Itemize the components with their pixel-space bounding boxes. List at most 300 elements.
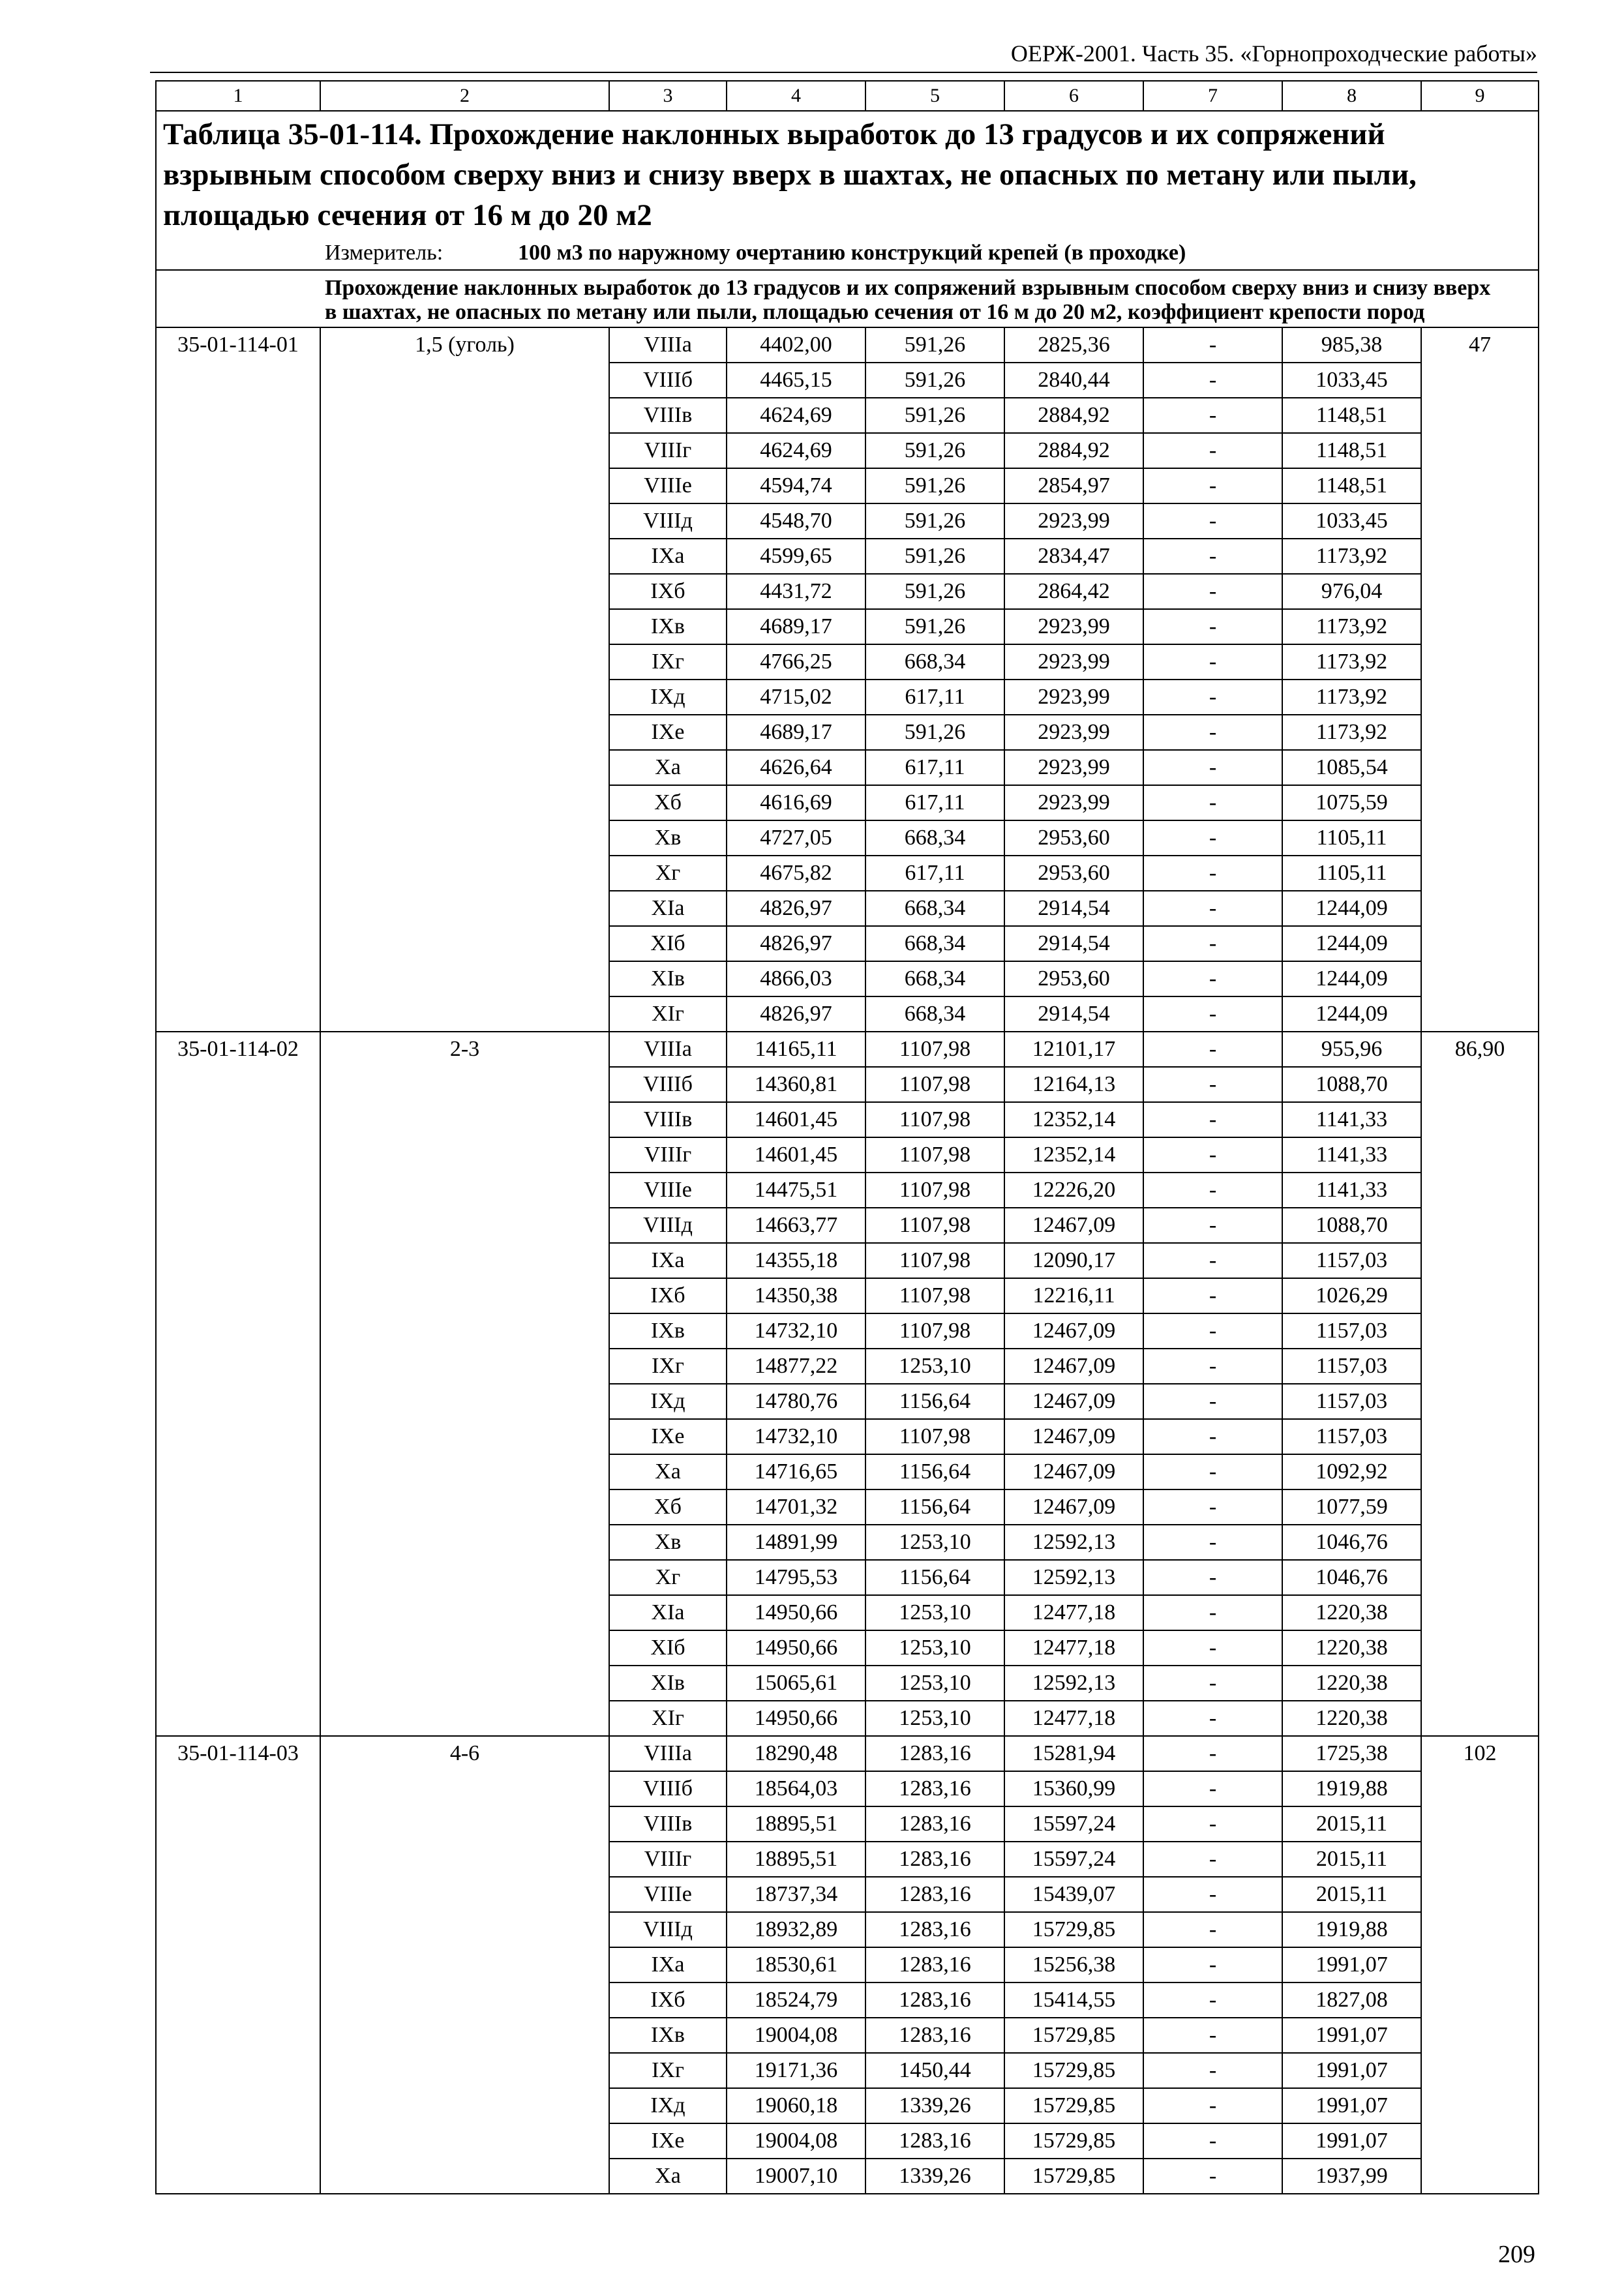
machine-operation: 15729,85 bbox=[1004, 1912, 1143, 1947]
direct-costs: 18895,51 bbox=[727, 1842, 865, 1877]
direct-costs: 19004,08 bbox=[727, 2018, 865, 2053]
labor-wages: 617,11 bbox=[865, 856, 1004, 891]
labor-wages: 1107,98 bbox=[865, 1032, 1004, 1067]
materials-cost: 1244,09 bbox=[1282, 926, 1421, 961]
rock-category: VIIIд bbox=[609, 1912, 727, 1947]
machinist-wages: - bbox=[1143, 750, 1282, 785]
rock-category: VIIIг bbox=[609, 1137, 727, 1173]
rock-category: VIIIб bbox=[609, 1067, 727, 1102]
machine-operation: 2953,60 bbox=[1004, 820, 1143, 856]
direct-costs: 4465,15 bbox=[727, 363, 865, 398]
materials-cost: 1088,70 bbox=[1282, 1067, 1421, 1102]
machinist-wages: - bbox=[1143, 1806, 1282, 1842]
direct-costs: 14165,11 bbox=[727, 1032, 865, 1067]
direct-costs: 4402,00 bbox=[727, 327, 865, 363]
labor-wages: 1107,98 bbox=[865, 1102, 1004, 1137]
materials-cost: 1088,70 bbox=[1282, 1208, 1421, 1243]
machine-operation: 15439,07 bbox=[1004, 1877, 1143, 1912]
page-number: 209 bbox=[1498, 2241, 1535, 2268]
labor-wages: 668,34 bbox=[865, 891, 1004, 926]
materials-cost: 1046,76 bbox=[1282, 1525, 1421, 1560]
direct-costs: 14780,76 bbox=[727, 1384, 865, 1419]
materials-cost: 1033,45 bbox=[1282, 363, 1421, 398]
column-number: 3 bbox=[609, 81, 727, 111]
machinist-wages: - bbox=[1143, 644, 1282, 680]
direct-costs: 19007,10 bbox=[727, 2159, 865, 2194]
machinist-wages: - bbox=[1143, 1489, 1282, 1525]
column-number: 4 bbox=[727, 81, 865, 111]
machinist-wages: - bbox=[1143, 1666, 1282, 1701]
machinist-wages: - bbox=[1143, 327, 1282, 363]
materials-cost: 1173,92 bbox=[1282, 539, 1421, 574]
rock-category: XIв bbox=[609, 1666, 727, 1701]
direct-costs: 18564,03 bbox=[727, 1771, 865, 1806]
materials-cost: 1919,88 bbox=[1282, 1912, 1421, 1947]
direct-costs: 18530,61 bbox=[727, 1947, 865, 1982]
machine-operation: 2923,99 bbox=[1004, 644, 1143, 680]
machine-operation: 12467,09 bbox=[1004, 1384, 1143, 1419]
labor-wages: 1253,10 bbox=[865, 1630, 1004, 1666]
machinist-wages: - bbox=[1143, 1173, 1282, 1208]
machine-operation: 15597,24 bbox=[1004, 1806, 1143, 1842]
table-title-row bbox=[156, 111, 1539, 270]
direct-costs: 14732,10 bbox=[727, 1419, 865, 1454]
materials-cost: 1085,54 bbox=[1282, 750, 1421, 785]
materials-cost: 2015,11 bbox=[1282, 1806, 1421, 1842]
machine-operation: 2953,60 bbox=[1004, 856, 1143, 891]
machine-operation: 2923,99 bbox=[1004, 750, 1143, 785]
direct-costs: 14701,32 bbox=[727, 1489, 865, 1525]
machine-operation: 12352,14 bbox=[1004, 1137, 1143, 1173]
machinist-wages: - bbox=[1143, 1384, 1282, 1419]
machinist-wages: - bbox=[1143, 961, 1282, 996]
rock-category: IXб bbox=[609, 1982, 727, 2018]
labor-wages: 1283,16 bbox=[865, 1736, 1004, 1771]
machine-operation: 15256,38 bbox=[1004, 1947, 1143, 1982]
direct-costs: 4689,17 bbox=[727, 715, 865, 750]
machinist-wages: - bbox=[1143, 2053, 1282, 2088]
direct-costs: 4616,69 bbox=[727, 785, 865, 820]
machinist-wages: - bbox=[1143, 1560, 1282, 1595]
direct-costs: 19060,18 bbox=[727, 2088, 865, 2123]
labor-wages: 591,26 bbox=[865, 715, 1004, 750]
machinist-wages: - bbox=[1143, 1736, 1282, 1771]
direct-costs: 14891,99 bbox=[727, 1525, 865, 1560]
machine-operation: 2825,36 bbox=[1004, 327, 1143, 363]
column-number: 6 bbox=[1004, 81, 1143, 111]
rock-hardness: 4-6 bbox=[320, 1736, 609, 2194]
rock-category: VIIIе bbox=[609, 1877, 727, 1912]
materials-cost: 1075,59 bbox=[1282, 785, 1421, 820]
direct-costs: 14360,81 bbox=[727, 1067, 865, 1102]
rock-category: VIIIг bbox=[609, 433, 727, 468]
labor-wages: 1107,98 bbox=[865, 1278, 1004, 1313]
machinist-wages: - bbox=[1143, 680, 1282, 715]
labor-wages: 617,11 bbox=[865, 750, 1004, 785]
materials-cost: 1173,92 bbox=[1282, 609, 1421, 644]
machine-operation: 12090,17 bbox=[1004, 1243, 1143, 1278]
rock-category: IXг bbox=[609, 644, 727, 680]
machine-operation: 12467,09 bbox=[1004, 1349, 1143, 1384]
machine-operation: 12477,18 bbox=[1004, 1630, 1143, 1666]
materials-cost: 1173,92 bbox=[1282, 715, 1421, 750]
column-number: 7 bbox=[1143, 81, 1282, 111]
direct-costs: 14475,51 bbox=[727, 1173, 865, 1208]
direct-costs: 14716,65 bbox=[727, 1454, 865, 1489]
rock-category: XIа bbox=[609, 891, 727, 926]
direct-costs: 14732,10 bbox=[727, 1313, 865, 1349]
machinist-wages: - bbox=[1143, 398, 1282, 433]
direct-costs: 14795,53 bbox=[727, 1560, 865, 1595]
rock-category: Xв bbox=[609, 820, 727, 856]
materials-cost: 1148,51 bbox=[1282, 433, 1421, 468]
rock-category: IXг bbox=[609, 2053, 727, 2088]
materials-cost: 1141,33 bbox=[1282, 1102, 1421, 1137]
materials-cost: 1991,07 bbox=[1282, 2088, 1421, 2123]
labor-wages: 668,34 bbox=[865, 926, 1004, 961]
machinist-wages: - bbox=[1143, 1877, 1282, 1912]
rock-hardness: 1,5 (уголь) bbox=[320, 327, 609, 1032]
rock-category: IXа bbox=[609, 539, 727, 574]
materials-cost: 1220,38 bbox=[1282, 1595, 1421, 1630]
materials-cost: 1157,03 bbox=[1282, 1313, 1421, 1349]
rock-category: XIг bbox=[609, 996, 727, 1032]
machinist-wages: - bbox=[1143, 1137, 1282, 1173]
rock-category: XIб bbox=[609, 926, 727, 961]
labor-wages: 1156,64 bbox=[865, 1489, 1004, 1525]
direct-costs: 14355,18 bbox=[727, 1243, 865, 1278]
machine-operation: 12467,09 bbox=[1004, 1313, 1143, 1349]
direct-costs: 18524,79 bbox=[727, 1982, 865, 2018]
machine-operation: 15729,85 bbox=[1004, 2088, 1143, 2123]
materials-cost: 1244,09 bbox=[1282, 961, 1421, 996]
table-subtitle-row bbox=[156, 270, 1539, 327]
machine-operation: 2884,92 bbox=[1004, 398, 1143, 433]
labor-wages: 591,26 bbox=[865, 574, 1004, 609]
machine-operation: 2914,54 bbox=[1004, 891, 1143, 926]
column-number: 5 bbox=[865, 81, 1004, 111]
labor-wages: 1253,10 bbox=[865, 1525, 1004, 1560]
direct-costs: 14663,77 bbox=[727, 1208, 865, 1243]
rock-category: IXб bbox=[609, 574, 727, 609]
direct-costs: 14950,66 bbox=[727, 1701, 865, 1736]
machine-operation: 2923,99 bbox=[1004, 503, 1143, 539]
rock-category: XIв bbox=[609, 961, 727, 996]
rock-category: IXд bbox=[609, 680, 727, 715]
table-title-cell bbox=[156, 111, 1539, 270]
machinist-wages: - bbox=[1143, 820, 1282, 856]
machine-operation: 2953,60 bbox=[1004, 961, 1143, 996]
machinist-wages: - bbox=[1143, 2088, 1282, 2123]
rock-category: Xг bbox=[609, 856, 727, 891]
rock-category: IXе bbox=[609, 715, 727, 750]
rock-category: IXб bbox=[609, 1278, 727, 1313]
machine-operation: 2854,97 bbox=[1004, 468, 1143, 503]
machine-operation: 12467,09 bbox=[1004, 1419, 1143, 1454]
machinist-wages: - bbox=[1143, 363, 1282, 398]
rock-category: VIIIв bbox=[609, 1102, 727, 1137]
machinist-wages: - bbox=[1143, 1067, 1282, 1102]
machine-operation: 12101,17 bbox=[1004, 1032, 1143, 1067]
rock-category: VIIIв bbox=[609, 1806, 727, 1842]
rate-code: 35-01-114-02 bbox=[156, 1032, 320, 1736]
labor-wages: 591,26 bbox=[865, 503, 1004, 539]
rock-category: IXа bbox=[609, 1243, 727, 1278]
labor-wages: 1253,10 bbox=[865, 1701, 1004, 1736]
rock-category: IXв bbox=[609, 2018, 727, 2053]
direct-costs: 4626,64 bbox=[727, 750, 865, 785]
labor-wages: 1253,10 bbox=[865, 1595, 1004, 1630]
machinist-wages: - bbox=[1143, 996, 1282, 1032]
materials-cost: 1033,45 bbox=[1282, 503, 1421, 539]
machine-operation: 2864,42 bbox=[1004, 574, 1143, 609]
materials-cost: 1157,03 bbox=[1282, 1243, 1421, 1278]
direct-costs: 4826,97 bbox=[727, 891, 865, 926]
materials-cost: 1220,38 bbox=[1282, 1666, 1421, 1701]
column-number: 1 bbox=[156, 81, 320, 111]
machinist-wages: - bbox=[1143, 1771, 1282, 1806]
machine-operation: 2923,99 bbox=[1004, 715, 1143, 750]
direct-costs: 18290,48 bbox=[727, 1736, 865, 1771]
machinist-wages: - bbox=[1143, 1701, 1282, 1736]
labor-wages: 668,34 bbox=[865, 820, 1004, 856]
machinist-wages: - bbox=[1143, 1595, 1282, 1630]
labor-hours: 86,90 bbox=[1421, 1032, 1539, 1736]
materials-cost: 2015,11 bbox=[1282, 1877, 1421, 1912]
materials-cost: 1991,07 bbox=[1282, 2018, 1421, 2053]
labor-wages: 1283,16 bbox=[865, 1806, 1004, 1842]
materials-cost: 1105,11 bbox=[1282, 856, 1421, 891]
rock-category: IXг bbox=[609, 1349, 727, 1384]
machinist-wages: - bbox=[1143, 609, 1282, 644]
machine-operation: 12592,13 bbox=[1004, 1525, 1143, 1560]
machine-operation: 2923,99 bbox=[1004, 680, 1143, 715]
labor-wages: 1450,44 bbox=[865, 2053, 1004, 2088]
labor-wages: 1283,16 bbox=[865, 1982, 1004, 2018]
materials-cost: 1148,51 bbox=[1282, 468, 1421, 503]
column-number: 2 bbox=[320, 81, 609, 111]
labor-wages: 1107,98 bbox=[865, 1243, 1004, 1278]
machinist-wages: - bbox=[1143, 856, 1282, 891]
labor-wages: 1107,98 bbox=[865, 1313, 1004, 1349]
rock-category: IXд bbox=[609, 2088, 727, 2123]
labor-wages: 1107,98 bbox=[865, 1173, 1004, 1208]
labor-hours: 47 bbox=[1421, 327, 1539, 1032]
running-header: ОЕРЖ-2001. Часть 35. «Горнопроходческие работы» bbox=[1010, 40, 1537, 67]
column-number: 9 bbox=[1421, 81, 1539, 111]
unit-label: Измеритель: bbox=[325, 241, 444, 265]
rock-category: VIIIб bbox=[609, 1771, 727, 1806]
labor-wages: 1156,64 bbox=[865, 1560, 1004, 1595]
labor-wages: 1107,98 bbox=[865, 1067, 1004, 1102]
table-row bbox=[156, 1032, 1539, 1067]
labor-wages: 591,26 bbox=[865, 539, 1004, 574]
rock-category: Xа bbox=[609, 1454, 727, 1489]
materials-cost: 1244,09 bbox=[1282, 891, 1421, 926]
rock-category: VIIIб bbox=[609, 363, 727, 398]
machine-operation: 12592,13 bbox=[1004, 1560, 1143, 1595]
direct-costs: 4826,97 bbox=[727, 996, 865, 1032]
machine-operation: 2914,54 bbox=[1004, 996, 1143, 1032]
machinist-wages: - bbox=[1143, 2159, 1282, 2194]
machinist-wages: - bbox=[1143, 503, 1282, 539]
rock-category: VIIIа bbox=[609, 1032, 727, 1067]
rock-category: IXа bbox=[609, 1947, 727, 1982]
machinist-wages: - bbox=[1143, 926, 1282, 961]
rock-hardness: 2-3 bbox=[320, 1032, 609, 1736]
materials-cost: 1157,03 bbox=[1282, 1384, 1421, 1419]
machinist-wages: - bbox=[1143, 2018, 1282, 2053]
machinist-wages: - bbox=[1143, 1208, 1282, 1243]
materials-cost: 1077,59 bbox=[1282, 1489, 1421, 1525]
rock-category: VIIIг bbox=[609, 1842, 727, 1877]
labor-wages: 591,26 bbox=[865, 468, 1004, 503]
machinist-wages: - bbox=[1143, 1454, 1282, 1489]
direct-costs: 14601,45 bbox=[727, 1137, 865, 1173]
materials-cost: 1827,08 bbox=[1282, 1982, 1421, 2018]
machine-operation: 12477,18 bbox=[1004, 1595, 1143, 1630]
materials-cost: 1220,38 bbox=[1282, 1701, 1421, 1736]
column-number-row bbox=[156, 81, 1539, 111]
machine-operation: 15597,24 bbox=[1004, 1842, 1143, 1877]
machinist-wages: - bbox=[1143, 539, 1282, 574]
labor-wages: 1339,26 bbox=[865, 2088, 1004, 2123]
machinist-wages: - bbox=[1143, 1525, 1282, 1560]
rock-category: IXв bbox=[609, 1313, 727, 1349]
rock-category: VIIIа bbox=[609, 327, 727, 363]
materials-cost: 1991,07 bbox=[1282, 1947, 1421, 1982]
direct-costs: 4599,65 bbox=[727, 539, 865, 574]
rock-category: Xб bbox=[609, 1489, 727, 1525]
machine-operation: 2834,47 bbox=[1004, 539, 1143, 574]
materials-cost: 955,96 bbox=[1282, 1032, 1421, 1067]
materials-cost: 1157,03 bbox=[1282, 1349, 1421, 1384]
direct-costs: 15065,61 bbox=[727, 1666, 865, 1701]
machine-operation: 2884,92 bbox=[1004, 433, 1143, 468]
labor-wages: 1283,16 bbox=[865, 2123, 1004, 2159]
rates-table bbox=[155, 80, 1539, 2194]
table-title: Таблица 35-01-114. Прохождение наклонных выработок до 13 градусов и их сопряжений взрывным способом сверху вниз и снизу вверх в шахтах, не опасных по метану или пыли, площадью сечения от 16 м до 20 м2 bbox=[163, 117, 1417, 232]
machine-operation: 12164,13 bbox=[1004, 1067, 1143, 1102]
materials-cost: 1173,92 bbox=[1282, 680, 1421, 715]
direct-costs: 14877,22 bbox=[727, 1349, 865, 1384]
machine-operation: 12467,09 bbox=[1004, 1489, 1143, 1525]
rock-category: Xб bbox=[609, 785, 727, 820]
materials-cost: 1937,99 bbox=[1282, 2159, 1421, 2194]
rock-category: IXе bbox=[609, 2123, 727, 2159]
machine-operation: 15414,55 bbox=[1004, 1982, 1143, 2018]
direct-costs: 4727,05 bbox=[727, 820, 865, 856]
direct-costs: 14350,38 bbox=[727, 1278, 865, 1313]
direct-costs: 4689,17 bbox=[727, 609, 865, 644]
rock-category: Xа bbox=[609, 750, 727, 785]
machine-operation: 2923,99 bbox=[1004, 609, 1143, 644]
machine-operation: 15729,85 bbox=[1004, 2123, 1143, 2159]
materials-cost: 1148,51 bbox=[1282, 398, 1421, 433]
labor-wages: 617,11 bbox=[865, 680, 1004, 715]
materials-cost: 1026,29 bbox=[1282, 1278, 1421, 1313]
materials-cost: 1919,88 bbox=[1282, 1771, 1421, 1806]
rock-category: VIIIе bbox=[609, 468, 727, 503]
direct-costs: 18737,34 bbox=[727, 1877, 865, 1912]
machinist-wages: - bbox=[1143, 715, 1282, 750]
labor-wages: 668,34 bbox=[865, 644, 1004, 680]
header-rule bbox=[150, 72, 1537, 73]
rock-category: IXе bbox=[609, 1419, 727, 1454]
rock-category: VIIIе bbox=[609, 1173, 727, 1208]
direct-costs: 4715,02 bbox=[727, 680, 865, 715]
materials-cost: 1157,03 bbox=[1282, 1419, 1421, 1454]
machinist-wages: - bbox=[1143, 1032, 1282, 1067]
table-row bbox=[156, 1736, 1539, 1771]
materials-cost: 1244,09 bbox=[1282, 996, 1421, 1032]
labor-wages: 591,26 bbox=[865, 433, 1004, 468]
machinist-wages: - bbox=[1143, 1102, 1282, 1137]
materials-cost: 1173,92 bbox=[1282, 644, 1421, 680]
machinist-wages: - bbox=[1143, 1982, 1282, 2018]
machine-operation: 12352,14 bbox=[1004, 1102, 1143, 1137]
rock-category: XIг bbox=[609, 1701, 727, 1736]
rock-category: XIа bbox=[609, 1595, 727, 1630]
machinist-wages: - bbox=[1143, 1947, 1282, 1982]
machinist-wages: - bbox=[1143, 1243, 1282, 1278]
labor-wages: 591,26 bbox=[865, 363, 1004, 398]
labor-wages: 1283,16 bbox=[865, 2018, 1004, 2053]
labor-wages: 1156,64 bbox=[865, 1454, 1004, 1489]
rock-category: VIIIа bbox=[609, 1736, 727, 1771]
direct-costs: 4624,69 bbox=[727, 433, 865, 468]
materials-cost: 1725,38 bbox=[1282, 1736, 1421, 1771]
materials-cost: 1092,92 bbox=[1282, 1454, 1421, 1489]
rock-category: IXд bbox=[609, 1384, 727, 1419]
machine-operation: 12467,09 bbox=[1004, 1208, 1143, 1243]
machine-operation: 12477,18 bbox=[1004, 1701, 1143, 1736]
machinist-wages: - bbox=[1143, 2123, 1282, 2159]
machinist-wages: - bbox=[1143, 1842, 1282, 1877]
labor-wages: 1339,26 bbox=[865, 2159, 1004, 2194]
labor-wages: 1283,16 bbox=[865, 1947, 1004, 1982]
unit-value: 100 м3 по наружному очертанию конструкций крепей (в проходке) bbox=[518, 241, 1186, 265]
labor-wages: 1156,64 bbox=[865, 1384, 1004, 1419]
machine-operation: 15281,94 bbox=[1004, 1736, 1143, 1771]
machine-operation: 15729,85 bbox=[1004, 2053, 1143, 2088]
direct-costs: 4594,74 bbox=[727, 468, 865, 503]
rock-category: VIIIв bbox=[609, 398, 727, 433]
direct-costs: 14601,45 bbox=[727, 1102, 865, 1137]
machinist-wages: - bbox=[1143, 468, 1282, 503]
rock-category: Xв bbox=[609, 1525, 727, 1560]
direct-costs: 14950,66 bbox=[727, 1595, 865, 1630]
direct-costs: 4766,25 bbox=[727, 644, 865, 680]
labor-wages: 668,34 bbox=[865, 996, 1004, 1032]
labor-wages: 617,11 bbox=[865, 785, 1004, 820]
machinist-wages: - bbox=[1143, 433, 1282, 468]
machine-operation: 15360,99 bbox=[1004, 1771, 1143, 1806]
rock-category: VIIIд bbox=[609, 1208, 727, 1243]
table-subtitle: Прохождение наклонных выработок до 13 градусов и их сопряжений взрывным способом сверху вниз и снизу вверх в шахтах, не опасных по метану или пыли, площадью сечения от 16 м до 20 м2, коэффициент крепости пород bbox=[156, 270, 1539, 327]
rock-category: XIб bbox=[609, 1630, 727, 1666]
direct-costs: 4624,69 bbox=[727, 398, 865, 433]
column-number: 8 bbox=[1282, 81, 1421, 111]
labor-wages: 1107,98 bbox=[865, 1208, 1004, 1243]
rock-category: VIIIд bbox=[609, 503, 727, 539]
rock-category: IXв bbox=[609, 609, 727, 644]
machine-operation: 2840,44 bbox=[1004, 363, 1143, 398]
direct-costs: 19171,36 bbox=[727, 2053, 865, 2088]
table-row bbox=[156, 327, 1539, 363]
unit-line bbox=[163, 239, 1534, 267]
labor-wages: 1283,16 bbox=[865, 1771, 1004, 1806]
